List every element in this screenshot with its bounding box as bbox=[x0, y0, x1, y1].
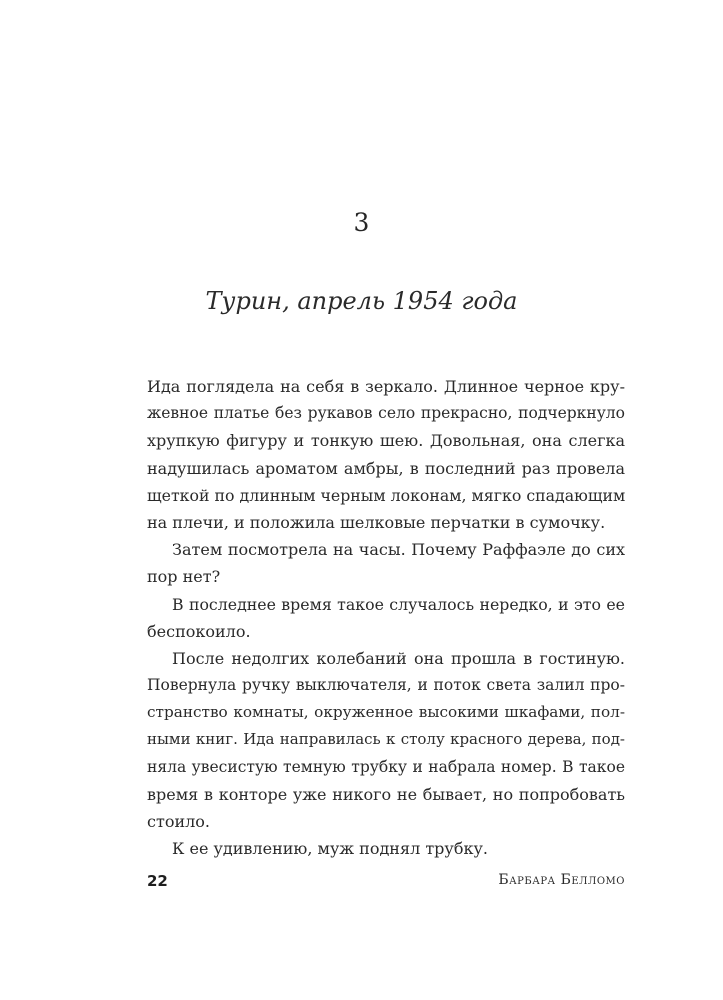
running-header-author: Барбара Белломо bbox=[498, 872, 625, 888]
text-line: ными книг. Ида направилась к столу красного дерева, под- bbox=[147, 730, 625, 749]
text-line: К ее удивлению, муж поднял трубку. bbox=[172, 839, 488, 859]
text-line: Затем посмотрела на часы. Почему Раффаэле до сих bbox=[172, 540, 625, 560]
chapter-number: 3 bbox=[353, 208, 370, 237]
text-line: время в конторе уже никого не бывает, но попробовать bbox=[147, 784, 625, 804]
page-number: 22 bbox=[147, 872, 168, 890]
text-line: Повернула ручку выключателя, и поток света залил про- bbox=[147, 676, 625, 695]
text-line: жевное платье без рукавов село прекрасно, подчеркнуло bbox=[147, 404, 625, 423]
text-line: на плечи, и положила шелковые перчатки в сумочку. bbox=[147, 512, 606, 532]
body-text bbox=[147, 373, 625, 862]
chapter-title: Турин, апрель 1954 года bbox=[205, 287, 518, 315]
text-line: стоило. bbox=[147, 812, 210, 831]
text-line: пор нет? bbox=[147, 567, 221, 587]
text-line: надушилась ароматом амбры, в последний раз провела bbox=[147, 458, 625, 478]
text-line: щеткой по длинным черным локонам, мягко спадающим bbox=[147, 485, 626, 505]
page-footer bbox=[147, 872, 625, 894]
text-line: хрупкую фигуру и тонкую шею. Довольная, она слегка bbox=[147, 431, 625, 451]
text-line: няла увесистую темную трубку и набрала номер. В такое bbox=[147, 757, 625, 776]
text-line: странство комнаты, окруженное высокими шкафами, пол- bbox=[147, 703, 625, 722]
text-line: После недолгих колебаний она прошла в гостиную. bbox=[172, 648, 625, 668]
text-line: беспокоило. bbox=[147, 621, 251, 641]
text-line: Ида поглядела на себя в зеркало. Длинное черное кру- bbox=[147, 377, 625, 396]
text-line: В последнее время такое случалось нередко, и это ее bbox=[172, 594, 625, 614]
